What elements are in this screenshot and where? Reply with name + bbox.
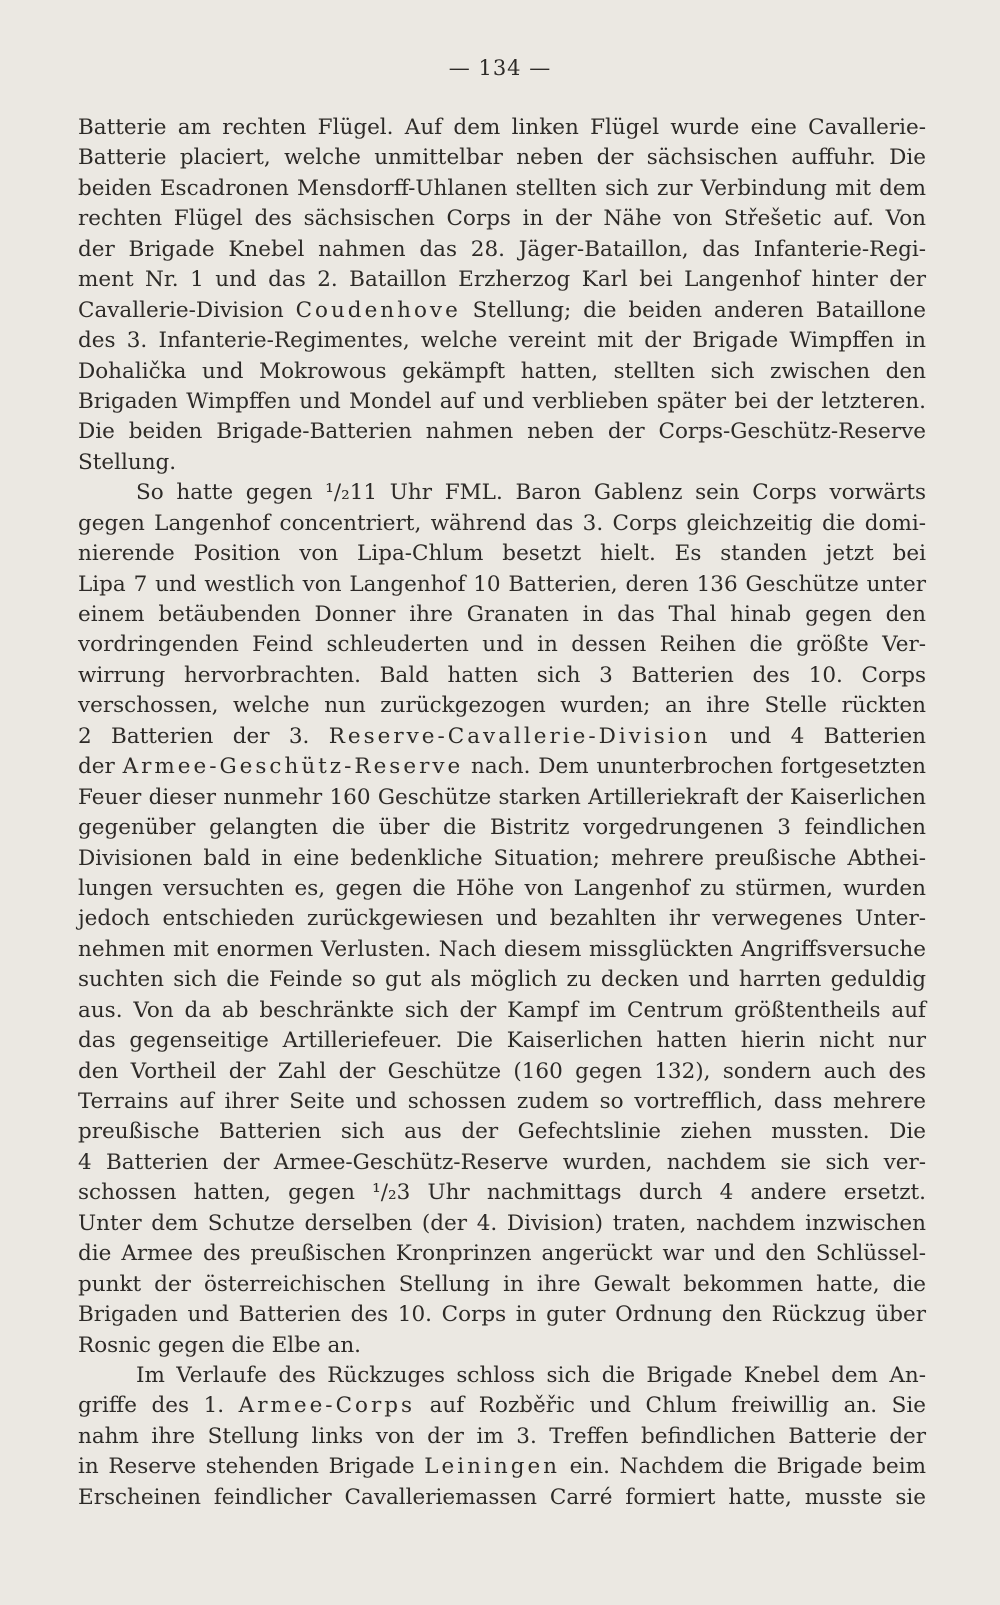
text-segment: Batterie placiert, welche unmittelbar neben der sächsischen auffuhr. Die bbox=[78, 145, 926, 171]
text-segment: vordringenden Feind schleuderten und in dessen Reihen die größte Ver- bbox=[78, 632, 926, 658]
text-segment: Die beiden Brigade-Batterien nahmen neben der Corps-Geschütz-Reserve bbox=[78, 419, 926, 445]
text-line bbox=[78, 600, 926, 630]
text-line bbox=[78, 143, 926, 173]
text-segment: Unter dem Schutze derselben (der 4. Division) traten, nachdem inzwischen bbox=[78, 1210, 926, 1236]
text-segment: Brigaden und Batterien des 10. Corps in guter Ordnung den Rückzug über bbox=[78, 1302, 926, 1328]
page-number: — 134 — bbox=[448, 56, 552, 80]
text-segment: schossen hatten, gegen ¹/₂3 Uhr nachmittags durch 4 andere ersetzt. bbox=[78, 1180, 926, 1206]
text-line bbox=[78, 1209, 926, 1239]
text-line bbox=[78, 1300, 926, 1330]
text-segment: beiden Escadronen Mensdorff-Uhlanen stellten sich zur Verbindung mit dem bbox=[78, 175, 926, 201]
text-segment: wirrung hervorbrachten. Bald hatten sich 3 Batterien des 10. Corps bbox=[78, 662, 926, 688]
text-segment: den Vortheil der Zahl der Geschütze (160 gegen 132), sondern auch des bbox=[78, 1058, 926, 1084]
text-line bbox=[78, 113, 926, 143]
text-line bbox=[78, 326, 926, 356]
text-line bbox=[78, 752, 926, 782]
text-line bbox=[78, 874, 926, 904]
spaced-name: Armee-Geschütz-Reserve bbox=[122, 754, 464, 780]
text-segment: nierende Position von Lipa-Chlum besetzt hielt. Es standen jetzt bei bbox=[78, 541, 926, 567]
text-line bbox=[78, 204, 926, 234]
text-segment: gegen Langenhof concentriert, während das 3. Corps gleichzeitig die domi- bbox=[78, 510, 926, 536]
text-segment: Divisionen bald in eine bedenkliche Situation; mehrere preußische Abthei- bbox=[78, 845, 926, 871]
text-segment: Brigaden Wimpffen und Mondel auf und verblieben später bei der letzteren. bbox=[78, 388, 926, 414]
text-line bbox=[78, 1483, 926, 1513]
text-line bbox=[78, 265, 926, 295]
text-segment: Rosnic gegen die Elbe an. bbox=[78, 1332, 362, 1358]
text-segment: Feuer dieser nunmehr 160 Geschütze starken Artilleriekraft der Kaiserlichen bbox=[78, 784, 926, 810]
text-line bbox=[78, 1331, 926, 1361]
text-line bbox=[78, 448, 926, 478]
text-segment: Lipa 7 und westlich von Langenhof 10 Batterien, deren 136 Geschütze unter bbox=[78, 571, 926, 597]
text-line bbox=[78, 630, 926, 660]
text-segment: So hatte gegen ¹/₂11 Uhr FML. Baron Gablenz sein Corps vorwärts bbox=[136, 480, 926, 506]
text-segment: rechten Flügel des sächsischen Corps in der Nähe von Střešetic auf. Von bbox=[78, 206, 926, 232]
body-text bbox=[78, 113, 926, 1513]
text-line bbox=[78, 357, 926, 387]
text-segment: griffe des 1. bbox=[78, 1393, 239, 1419]
text-line bbox=[78, 1117, 926, 1147]
text-line bbox=[78, 478, 926, 508]
text-line bbox=[78, 965, 926, 995]
text-segment: suchten sich die Feinde so gut als möglich zu decken und harrten geduldig bbox=[78, 967, 926, 993]
text-line bbox=[78, 417, 926, 447]
text-segment: nahm ihre Stellung links von der im 3. Treffen befindlichen Batterie der bbox=[78, 1423, 926, 1449]
text-segment: punkt der österreichischen Stellung in ihre Gewalt bekommen hatte, die bbox=[78, 1271, 926, 1297]
text-segment: auf Rozběřic und Chlum freiwillig an. Sie bbox=[415, 1393, 926, 1419]
text-line bbox=[78, 691, 926, 721]
text-segment: jedoch entschieden zurückgewiesen und bezahlten ihr verwegenes Unter- bbox=[78, 906, 926, 932]
text-line bbox=[78, 296, 926, 326]
text-line bbox=[78, 1057, 926, 1087]
text-segment: ein. Nachdem die Brigade beim bbox=[560, 1454, 927, 1480]
text-line bbox=[78, 1239, 926, 1269]
text-segment: aus. Von da ab beschränkte sich der Kampf im Centrum größtentheils auf bbox=[78, 997, 926, 1023]
text-segment: einem betäubenden Donner ihre Granaten in das Thal hinab gegen den bbox=[78, 602, 926, 627]
text-line bbox=[78, 235, 926, 265]
text-segment: Stellung. bbox=[78, 449, 177, 475]
spaced-name: Armee-Corps bbox=[238, 1393, 416, 1419]
text-segment: die Armee des preußischen Kronprinzen angerückt war und den Schlüssel- bbox=[78, 1241, 926, 1267]
text-segment: nehmen mit enormen Verlusten. Nach diesem missglückten Angriffsversuche bbox=[78, 936, 926, 962]
text-line bbox=[78, 661, 926, 691]
text-segment: Erscheinen feindlicher Cavalleriemassen Carré formiert hatte, musste sie bbox=[78, 1484, 926, 1510]
text-segment: preußische Batterien sich aus der Gefechtslinie ziehen mussten. Die bbox=[78, 1119, 926, 1145]
text-segment: der Brigade Knebel nahmen das 28. Jäger-Bataillon, das Infanterie-Regi- bbox=[78, 236, 926, 262]
text-line bbox=[78, 904, 926, 934]
text-line bbox=[78, 844, 926, 874]
text-segment: lungen versuchten es, gegen die Höhe von Langenhof zu stürmen, wurden bbox=[78, 875, 926, 901]
text-segment: der bbox=[78, 754, 123, 780]
text-line bbox=[78, 539, 926, 569]
text-segment: in Reserve stehenden Brigade bbox=[78, 1454, 425, 1480]
text-line bbox=[78, 813, 926, 843]
text-line bbox=[78, 174, 926, 204]
text-segment: Dohalička und Mokrowous gekämpft hatten, stellten sich zwischen den bbox=[78, 358, 926, 384]
spaced-name: Coudenhove bbox=[295, 297, 461, 323]
text-segment: 2 Batterien der 3. bbox=[78, 723, 329, 749]
text-segment: Cavallerie-Division bbox=[78, 297, 296, 323]
text-line bbox=[78, 1087, 926, 1117]
text-line bbox=[78, 1026, 926, 1056]
text-segment: Terrains auf ihrer Seite und schossen zudem so vortrefflich, dass mehrere bbox=[78, 1089, 926, 1114]
text-line bbox=[78, 387, 926, 417]
text-segment: gegenüber gelangten die über die Bistritz vorgedrungenen 3 feindlichen bbox=[78, 815, 926, 841]
spaced-name: Leiningen bbox=[424, 1454, 561, 1480]
text-segment: Batterie am rechten Flügel. Auf dem linken Flügel wurde eine Cavallerie- bbox=[78, 115, 926, 140]
text-line bbox=[78, 1178, 926, 1208]
text-line bbox=[78, 1422, 926, 1452]
text-segment: und 4 Batterien bbox=[710, 723, 927, 749]
text-segment: verschossen, welche nun zurückgezogen wurden; an ihre Stelle rückten bbox=[78, 693, 926, 719]
spaced-name: Reserve-Cavallerie-Division bbox=[328, 723, 711, 749]
text-segment: das gegenseitige Artilleriefeuer. Die Kaiserlichen hatten hierin nicht nur bbox=[78, 1028, 926, 1054]
text-line bbox=[78, 1148, 926, 1178]
text-line bbox=[78, 1391, 926, 1421]
text-line bbox=[78, 996, 926, 1026]
text-line bbox=[78, 783, 926, 813]
text-segment: Im Verlaufe des Rückzuges schloss sich die Brigade Knebel dem An- bbox=[136, 1362, 926, 1388]
text-line bbox=[78, 722, 926, 752]
text-segment: ment Nr. 1 und das 2. Bataillon Erzherzog Karl bei Langenhof hinter der bbox=[78, 267, 926, 293]
text-segment: Stellung; die beiden anderen Bataillone bbox=[460, 297, 926, 323]
text-line bbox=[78, 570, 926, 600]
text-line bbox=[78, 935, 926, 965]
text-line bbox=[78, 1270, 926, 1300]
text-segment: nach. Dem ununterbrochen fortgesetzten bbox=[463, 754, 926, 780]
text-line bbox=[78, 1452, 926, 1482]
text-line bbox=[78, 509, 926, 539]
text-segment: des 3. Infanterie-Regimentes, welche vereint mit der Brigade Wimpffen in bbox=[78, 328, 926, 354]
text-segment: 4 Batterien der Armee-Geschütz-Reserve wurden, nachdem sie sich ver- bbox=[78, 1149, 926, 1175]
text-line bbox=[78, 1361, 926, 1391]
